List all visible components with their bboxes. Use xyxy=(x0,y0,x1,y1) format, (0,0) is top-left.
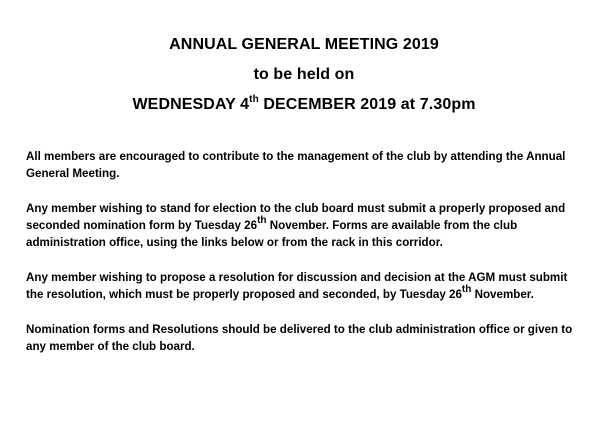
paragraph-delivery: Nomination forms and Resolutions should be delivered to the club administration office or given to any member of the club board. xyxy=(26,323,573,353)
paragraph-resolution-end: November. xyxy=(471,288,534,301)
paragraph-resolution xyxy=(26,269,586,303)
paragraph-election-end: November. Forms are available from the club administration office, using the links below or from the rack in this corridor. xyxy=(26,219,518,249)
paragraph-attendance: All members are encouraged to contribute to the management of the club by attending the Annual General Meeting. xyxy=(26,150,566,180)
notice-heading xyxy=(0,0,608,120)
heading-date-suffix: th xyxy=(249,93,259,105)
paragraph-election xyxy=(26,200,586,251)
heading-subtitle: to be held on xyxy=(253,66,355,83)
paragraph-resolution-suffix: th xyxy=(461,284,472,296)
paragraph-election-suffix: th xyxy=(257,215,267,227)
heading-date xyxy=(0,90,608,120)
paragraph-election-start: Any member wishing to stand for election to the club board must submit a properly proposed and seconded nomination form by Tuesday 26 xyxy=(26,202,566,232)
heading-date-day: WEDNESDAY 4 xyxy=(132,96,250,113)
heading-title: ANNUAL GENERAL MEETING 2019 xyxy=(169,36,439,53)
heading-date-rest: DECEMBER 2019 at 7.30pm xyxy=(258,96,476,113)
paragraph-resolution-start: Any member wishing to propose a resolution for discussion and decision at the AGM must submit the resolution, which must be properly proposed and seconded, by Tuesday 26 xyxy=(26,271,568,301)
notice-body xyxy=(26,148,586,373)
